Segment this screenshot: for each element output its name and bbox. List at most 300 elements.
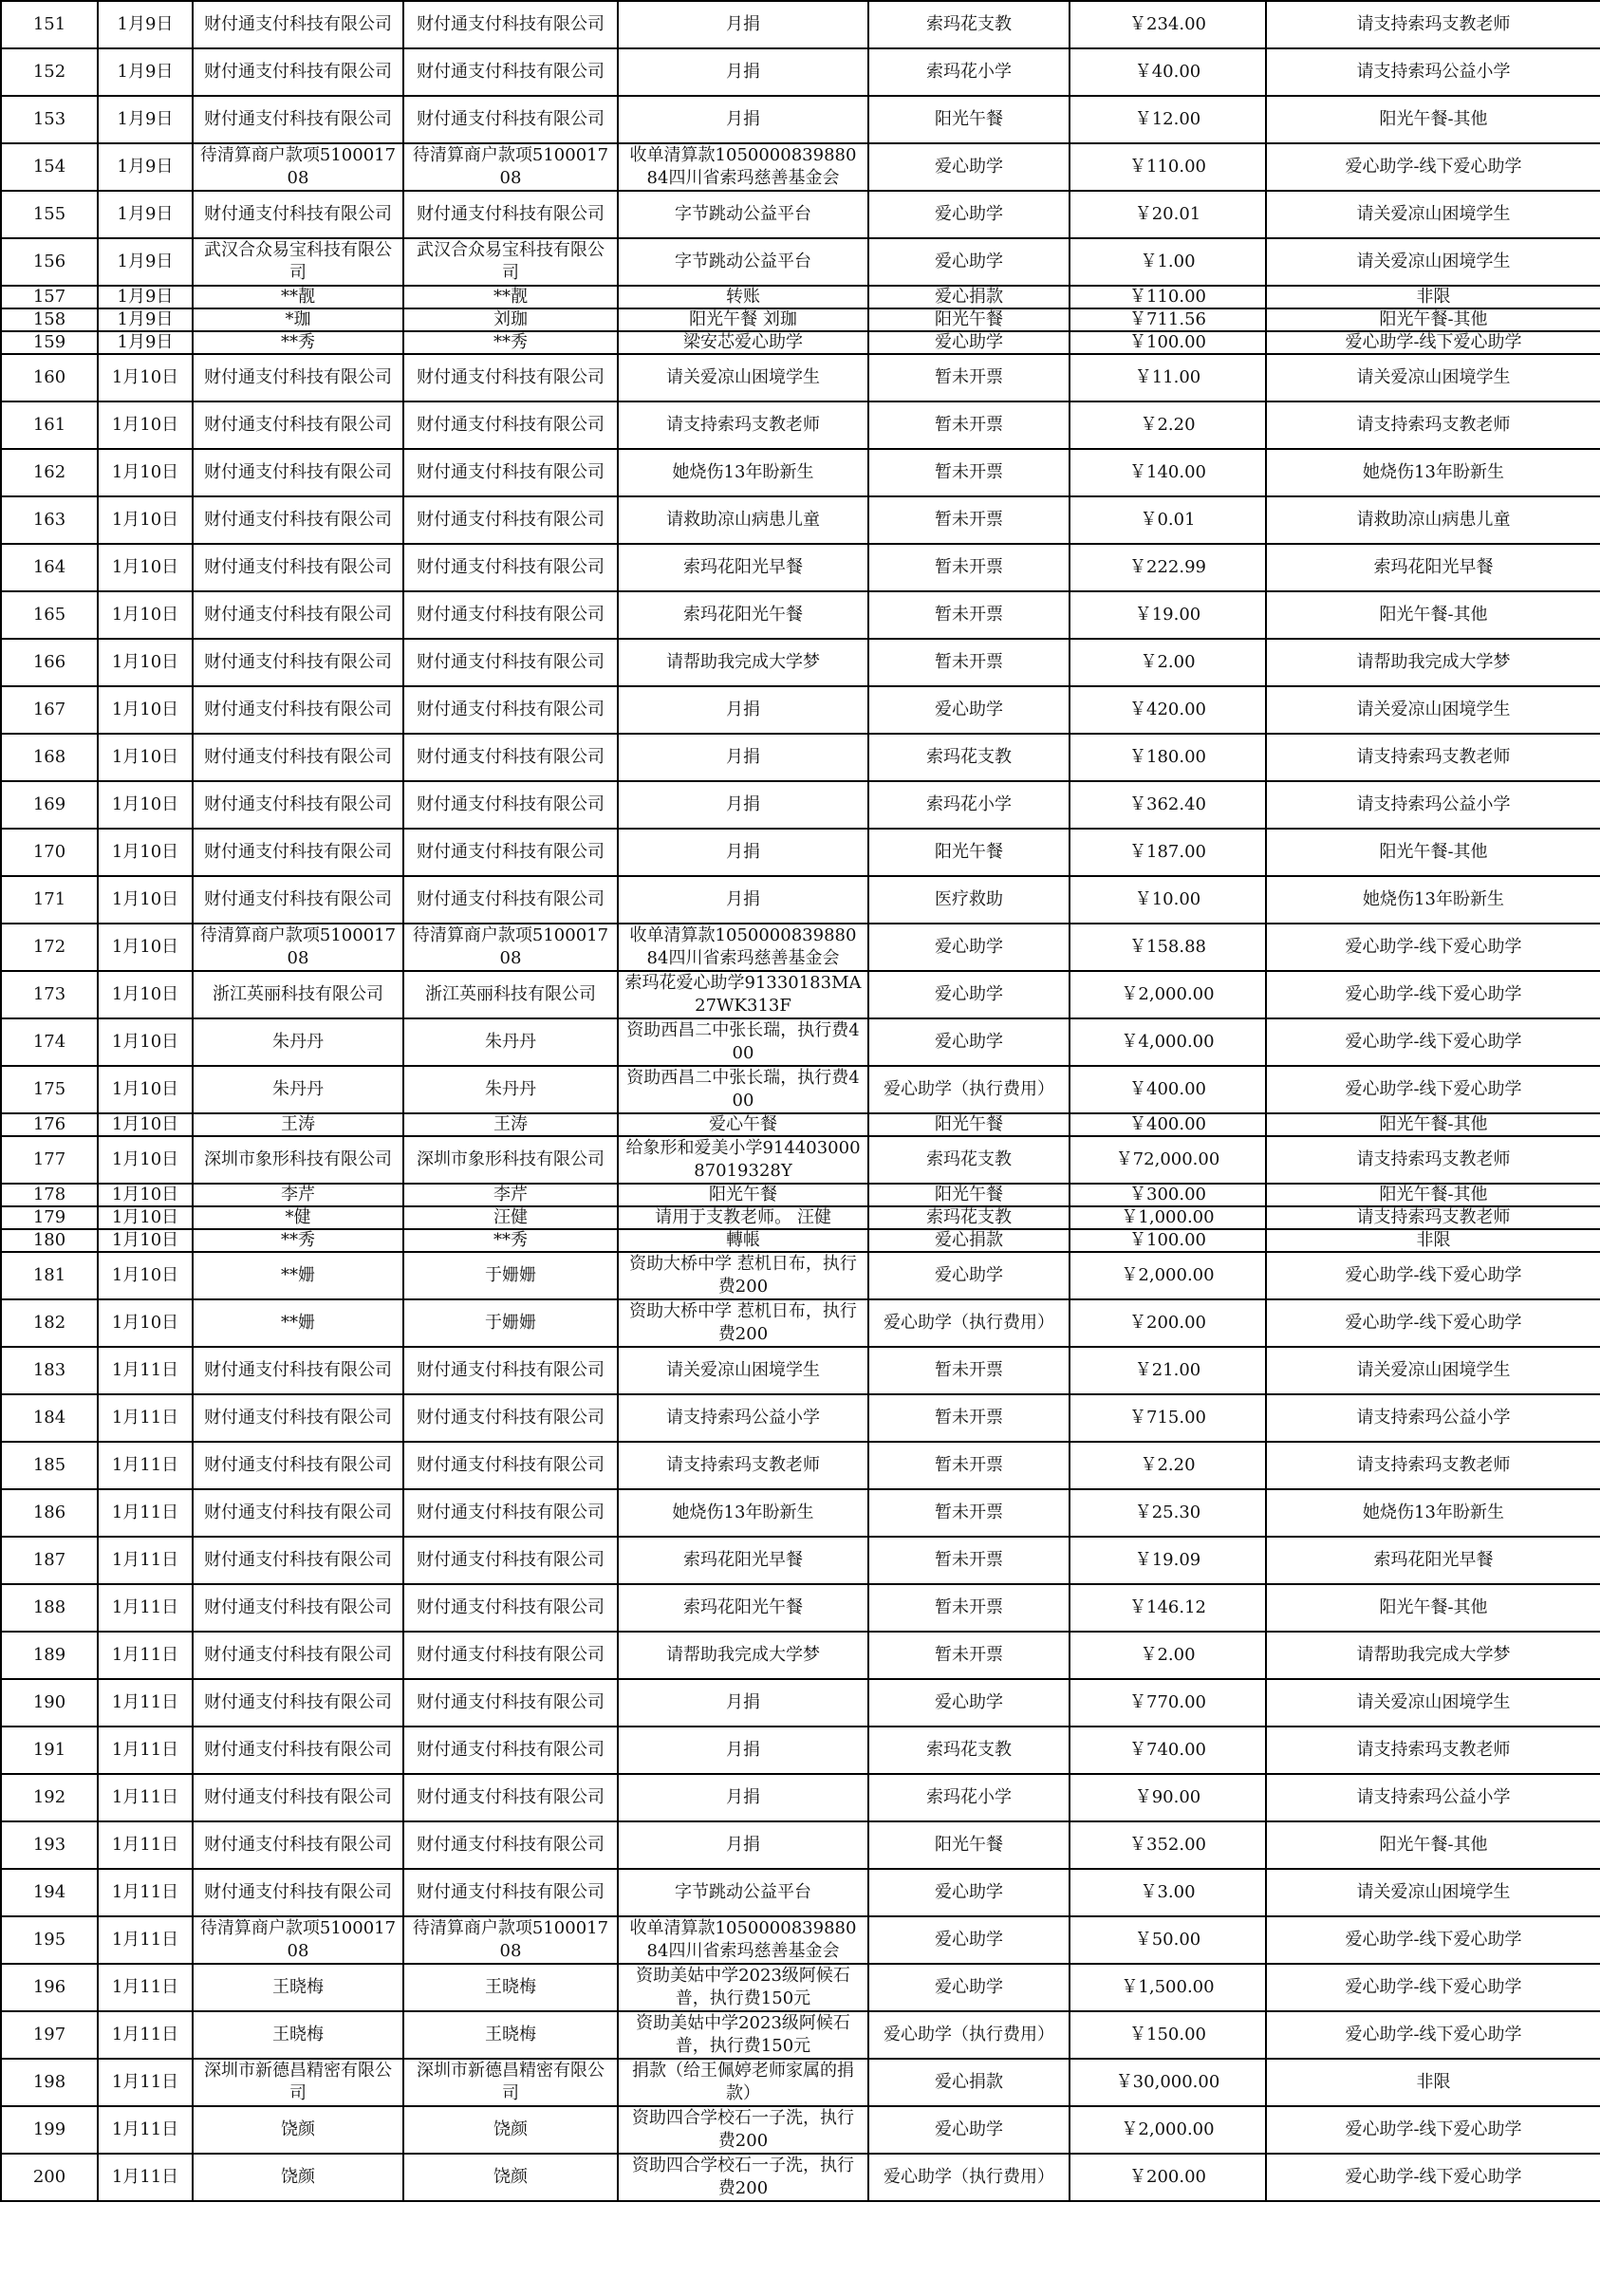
row-number-cell: 157 xyxy=(1,286,98,308)
amount-cell: ￥0.01 xyxy=(1070,496,1266,544)
project-cell: 爱心助学 xyxy=(868,1869,1070,1916)
project-cell: 爱心助学（执行费用） xyxy=(868,2011,1070,2059)
donor-name-cell: **秀 xyxy=(193,1229,403,1252)
remark-cell: 给象形和爱美小学91440300087019328Y xyxy=(618,1136,868,1184)
donor-name-cell: 王涛 xyxy=(193,1113,403,1136)
donor-name-cell: *健 xyxy=(193,1206,403,1229)
amount-cell: ￥1,000.00 xyxy=(1070,1206,1266,1229)
payer-account-cell: 于姗姗 xyxy=(403,1299,618,1347)
donor-name-cell: **靓 xyxy=(193,286,403,308)
designation-cell: 阳光午餐-其他 xyxy=(1266,308,1600,331)
donor-name-cell: 浙江英丽科技有限公司 xyxy=(193,971,403,1018)
payer-account-cell: 深圳市新德昌精密有限公司 xyxy=(403,2059,618,2106)
payer-account-cell: 待清算商户款项510001708 xyxy=(403,143,618,191)
date-cell: 1月10日 xyxy=(98,734,193,781)
project-cell: 阳光午餐 xyxy=(868,308,1070,331)
remark-cell: 资助西昌二中张长瑞，执行费400 xyxy=(618,1018,868,1066)
donor-name-cell: 财付通支付科技有限公司 xyxy=(193,829,403,876)
table-row xyxy=(1,1229,1600,1252)
table-row xyxy=(1,781,1600,829)
amount-cell: ￥180.00 xyxy=(1070,734,1266,781)
project-cell: 爱心助学（执行费用） xyxy=(868,1299,1070,1347)
amount-cell: ￥352.00 xyxy=(1070,1821,1266,1869)
amount-cell: ￥30,000.00 xyxy=(1070,2059,1266,2106)
remark-cell: 字节跳动公益平台 xyxy=(618,191,868,238)
remark-cell: 请关爱凉山困境学生 xyxy=(618,1347,868,1394)
row-number-cell: 191 xyxy=(1,1727,98,1774)
payer-account-cell: **秀 xyxy=(403,331,618,354)
row-number-cell: 200 xyxy=(1,2154,98,2201)
row-number-cell: 161 xyxy=(1,401,98,449)
project-cell: 爱心捐款 xyxy=(868,1229,1070,1252)
payer-account-cell: 王晓梅 xyxy=(403,1964,618,2011)
remark-cell: 字节跳动公益平台 xyxy=(618,238,868,286)
remark-cell: 她烧伤13年盼新生 xyxy=(618,1489,868,1537)
row-number-cell: 159 xyxy=(1,331,98,354)
payer-account-cell: 饶颜 xyxy=(403,2154,618,2201)
table-body xyxy=(1,1,1600,2201)
payer-account-cell: 财付通支付科技有限公司 xyxy=(403,1727,618,1774)
payer-account-cell: 朱丹丹 xyxy=(403,1018,618,1066)
row-number-cell: 198 xyxy=(1,2059,98,2106)
donor-name-cell: 财付通支付科技有限公司 xyxy=(193,734,403,781)
amount-cell: ￥19.09 xyxy=(1070,1537,1266,1584)
table-row xyxy=(1,591,1600,639)
amount-cell: ￥2,000.00 xyxy=(1070,1252,1266,1299)
designation-cell: 请关爱凉山困境学生 xyxy=(1266,1347,1600,1394)
payer-account-cell: 财付通支付科技有限公司 xyxy=(403,591,618,639)
project-cell: 索玛花支教 xyxy=(868,1136,1070,1184)
designation-cell: 阳光午餐-其他 xyxy=(1266,1113,1600,1136)
remark-cell: 请用于支教老师。 汪健 xyxy=(618,1206,868,1229)
row-number-cell: 170 xyxy=(1,829,98,876)
payer-account-cell: 财付通支付科技有限公司 xyxy=(403,191,618,238)
project-cell: 暂未开票 xyxy=(868,1537,1070,1584)
designation-cell: 爱心助学-线下爱心助学 xyxy=(1266,1916,1600,1964)
payer-account-cell: 财付通支付科技有限公司 xyxy=(403,734,618,781)
payer-account-cell: 财付通支付科技有限公司 xyxy=(403,639,618,686)
date-cell: 1月11日 xyxy=(98,1489,193,1537)
designation-cell: 请关爱凉山困境学生 xyxy=(1266,191,1600,238)
remark-cell: 轉帳 xyxy=(618,1229,868,1252)
remark-cell: 索玛花阳光午餐 xyxy=(618,591,868,639)
project-cell: 暂未开票 xyxy=(868,591,1070,639)
table-row xyxy=(1,1136,1600,1184)
designation-cell: 请关爱凉山困境学生 xyxy=(1266,238,1600,286)
project-cell: 暂未开票 xyxy=(868,1442,1070,1489)
table-row xyxy=(1,286,1600,308)
payer-account-cell: 财付通支付科技有限公司 xyxy=(403,401,618,449)
designation-cell: 请关爱凉山困境学生 xyxy=(1266,686,1600,734)
payer-account-cell: 饶颜 xyxy=(403,2106,618,2154)
row-number-cell: 190 xyxy=(1,1679,98,1727)
remark-cell: 请支持索玛支教老师 xyxy=(618,401,868,449)
designation-cell: 阳光午餐-其他 xyxy=(1266,1584,1600,1632)
row-number-cell: 196 xyxy=(1,1964,98,2011)
designation-cell: 请支持索玛公益小学 xyxy=(1266,1394,1600,1442)
project-cell: 爱心助学 xyxy=(868,686,1070,734)
amount-cell: ￥146.12 xyxy=(1070,1584,1266,1632)
row-number-cell: 163 xyxy=(1,496,98,544)
project-cell: 阳光午餐 xyxy=(868,1184,1070,1206)
payer-account-cell: 深圳市象形科技有限公司 xyxy=(403,1136,618,1184)
table-row xyxy=(1,924,1600,971)
project-cell: 暂未开票 xyxy=(868,449,1070,496)
date-cell: 1月10日 xyxy=(98,639,193,686)
date-cell: 1月10日 xyxy=(98,1184,193,1206)
payer-account-cell: 财付通支付科技有限公司 xyxy=(403,1489,618,1537)
payer-account-cell: 财付通支付科技有限公司 xyxy=(403,449,618,496)
table-row xyxy=(1,1113,1600,1136)
payer-account-cell: 财付通支付科技有限公司 xyxy=(403,1394,618,1442)
table-row xyxy=(1,1679,1600,1727)
donor-name-cell: 待清算商户款项510001708 xyxy=(193,143,403,191)
row-number-cell: 158 xyxy=(1,308,98,331)
amount-cell: ￥420.00 xyxy=(1070,686,1266,734)
date-cell: 1月10日 xyxy=(98,781,193,829)
table-row xyxy=(1,191,1600,238)
table-row xyxy=(1,1252,1600,1299)
project-cell: 暂未开票 xyxy=(868,639,1070,686)
designation-cell: 请支持索玛公益小学 xyxy=(1266,1774,1600,1821)
donor-name-cell: 财付通支付科技有限公司 xyxy=(193,1442,403,1489)
remark-cell: 资助美姑中学2023级阿候石普，执行费150元 xyxy=(618,1964,868,2011)
date-cell: 1月10日 xyxy=(98,1229,193,1252)
amount-cell: ￥187.00 xyxy=(1070,829,1266,876)
amount-cell: ￥100.00 xyxy=(1070,331,1266,354)
table-row xyxy=(1,1442,1600,1489)
date-cell: 1月10日 xyxy=(98,591,193,639)
payer-account-cell: 王涛 xyxy=(403,1113,618,1136)
project-cell: 索玛花支教 xyxy=(868,1206,1070,1229)
project-cell: 索玛花支教 xyxy=(868,1727,1070,1774)
designation-cell: 爱心助学-线下爱心助学 xyxy=(1266,1299,1600,1347)
designation-cell: 爱心助学-线下爱心助学 xyxy=(1266,331,1600,354)
remark-cell: 请关爱凉山困境学生 xyxy=(618,354,868,401)
payer-account-cell: 刘珈 xyxy=(403,308,618,331)
payer-account-cell: 财付通支付科技有限公司 xyxy=(403,1584,618,1632)
date-cell: 1月11日 xyxy=(98,1727,193,1774)
row-number-cell: 185 xyxy=(1,1442,98,1489)
donor-name-cell: 财付通支付科技有限公司 xyxy=(193,591,403,639)
amount-cell: ￥100.00 xyxy=(1070,1229,1266,1252)
donor-name-cell: 财付通支付科技有限公司 xyxy=(193,686,403,734)
designation-cell: 请支持索玛公益小学 xyxy=(1266,781,1600,829)
row-number-cell: 166 xyxy=(1,639,98,686)
amount-cell: ￥140.00 xyxy=(1070,449,1266,496)
payer-account-cell: 武汉合众易宝科技有限公司 xyxy=(403,238,618,286)
table-row xyxy=(1,544,1600,591)
designation-cell: 爱心助学-线下爱心助学 xyxy=(1266,1252,1600,1299)
designation-cell: 爱心助学-线下爱心助学 xyxy=(1266,1964,1600,2011)
project-cell: 暂未开票 xyxy=(868,1632,1070,1679)
amount-cell: ￥3.00 xyxy=(1070,1869,1266,1916)
project-cell: 阳光午餐 xyxy=(868,1821,1070,1869)
payer-account-cell: 财付通支付科技有限公司 xyxy=(403,1347,618,1394)
remark-cell: 收单清算款105000083988084四川省索玛慈善基金会 xyxy=(618,143,868,191)
remark-cell: 请帮助我完成大学梦 xyxy=(618,639,868,686)
designation-cell: 请关爱凉山困境学生 xyxy=(1266,1869,1600,1916)
amount-cell: ￥400.00 xyxy=(1070,1113,1266,1136)
row-number-cell: 172 xyxy=(1,924,98,971)
row-number-cell: 199 xyxy=(1,2106,98,2154)
remark-cell: 爱心午餐 xyxy=(618,1113,868,1136)
payer-account-cell: 汪健 xyxy=(403,1206,618,1229)
table-row xyxy=(1,331,1600,354)
row-number-cell: 176 xyxy=(1,1113,98,1136)
donor-name-cell: 待清算商户款项510001708 xyxy=(193,924,403,971)
row-number-cell: 184 xyxy=(1,1394,98,1442)
project-cell: 爱心助学 xyxy=(868,1916,1070,1964)
project-cell: 爱心助学（执行费用） xyxy=(868,1066,1070,1113)
payer-account-cell: 财付通支付科技有限公司 xyxy=(403,48,618,96)
table-row xyxy=(1,238,1600,286)
project-cell: 爱心助学 xyxy=(868,1964,1070,2011)
remark-cell: 月捐 xyxy=(618,781,868,829)
project-cell: 暂未开票 xyxy=(868,496,1070,544)
remark-cell: 索玛花阳光午餐 xyxy=(618,1584,868,1632)
donor-name-cell: 财付通支付科技有限公司 xyxy=(193,1632,403,1679)
donor-name-cell: 财付通支付科技有限公司 xyxy=(193,1489,403,1537)
amount-cell: ￥158.88 xyxy=(1070,924,1266,971)
designation-cell: 请支持索玛支教老师 xyxy=(1266,401,1600,449)
designation-cell: 爱心助学-线下爱心助学 xyxy=(1266,143,1600,191)
table-row xyxy=(1,1964,1600,2011)
row-number-cell: 160 xyxy=(1,354,98,401)
date-cell: 1月11日 xyxy=(98,2106,193,2154)
remark-cell: 请救助凉山病患儿童 xyxy=(618,496,868,544)
row-number-cell: 189 xyxy=(1,1632,98,1679)
table-row xyxy=(1,876,1600,924)
designation-cell: 请支持索玛支教老师 xyxy=(1266,1,1600,48)
donor-name-cell: 财付通支付科技有限公司 xyxy=(193,401,403,449)
row-number-cell: 186 xyxy=(1,1489,98,1537)
donor-name-cell: 财付通支付科技有限公司 xyxy=(193,1,403,48)
amount-cell: ￥4,000.00 xyxy=(1070,1018,1266,1066)
table-row xyxy=(1,1066,1600,1113)
payer-account-cell: 待清算商户款项510001708 xyxy=(403,924,618,971)
payer-account-cell: 财付通支付科技有限公司 xyxy=(403,1821,618,1869)
remark-cell: 请支持索玛支教老师 xyxy=(618,1442,868,1489)
designation-cell: 阳光午餐-其他 xyxy=(1266,96,1600,143)
row-number-cell: 169 xyxy=(1,781,98,829)
amount-cell: ￥110.00 xyxy=(1070,143,1266,191)
amount-cell: ￥2.00 xyxy=(1070,1632,1266,1679)
row-number-cell: 167 xyxy=(1,686,98,734)
date-cell: 1月11日 xyxy=(98,1584,193,1632)
donor-name-cell: 朱丹丹 xyxy=(193,1066,403,1113)
donor-name-cell: 财付通支付科技有限公司 xyxy=(193,1774,403,1821)
amount-cell: ￥740.00 xyxy=(1070,1727,1266,1774)
donor-name-cell: 财付通支付科技有限公司 xyxy=(193,1821,403,1869)
table-row xyxy=(1,48,1600,96)
row-number-cell: 181 xyxy=(1,1252,98,1299)
designation-cell: 索玛花阳光早餐 xyxy=(1266,544,1600,591)
table-row xyxy=(1,2011,1600,2059)
donor-name-cell: 财付通支付科技有限公司 xyxy=(193,496,403,544)
amount-cell: ￥25.30 xyxy=(1070,1489,1266,1537)
table-row xyxy=(1,1206,1600,1229)
donor-name-cell: 财付通支付科技有限公司 xyxy=(193,1394,403,1442)
project-cell: 爱心助学 xyxy=(868,143,1070,191)
payer-account-cell: 财付通支付科技有限公司 xyxy=(403,1774,618,1821)
designation-cell: 请支持索玛支教老师 xyxy=(1266,1206,1600,1229)
amount-cell: ￥10.00 xyxy=(1070,876,1266,924)
remark-cell: 阳光午餐 xyxy=(618,1184,868,1206)
designation-cell: 爱心助学-线下爱心助学 xyxy=(1266,1066,1600,1113)
table-row xyxy=(1,1916,1600,1964)
table-row xyxy=(1,686,1600,734)
donor-name-cell: 财付通支付科技有限公司 xyxy=(193,1679,403,1727)
remark-cell: 月捐 xyxy=(618,1679,868,1727)
date-cell: 1月11日 xyxy=(98,1632,193,1679)
designation-cell: 爱心助学-线下爱心助学 xyxy=(1266,2154,1600,2201)
row-number-cell: 164 xyxy=(1,544,98,591)
date-cell: 1月10日 xyxy=(98,971,193,1018)
project-cell: 索玛花小学 xyxy=(868,1774,1070,1821)
project-cell: 阳光午餐 xyxy=(868,829,1070,876)
amount-cell: ￥770.00 xyxy=(1070,1679,1266,1727)
date-cell: 1月9日 xyxy=(98,48,193,96)
project-cell: 爱心捐款 xyxy=(868,2059,1070,2106)
row-number-cell: 193 xyxy=(1,1821,98,1869)
project-cell: 阳光午餐 xyxy=(868,1113,1070,1136)
amount-cell: ￥20.01 xyxy=(1070,191,1266,238)
row-number-cell: 153 xyxy=(1,96,98,143)
row-number-cell: 175 xyxy=(1,1066,98,1113)
date-cell: 1月10日 xyxy=(98,686,193,734)
remark-cell: 捐款（给王佩婷老师家属的捐款） xyxy=(618,2059,868,2106)
table-row xyxy=(1,829,1600,876)
date-cell: 1月10日 xyxy=(98,401,193,449)
table-row xyxy=(1,971,1600,1018)
amount-cell: ￥2,000.00 xyxy=(1070,971,1266,1018)
remark-cell: 收单清算款105000083988084四川省索玛慈善基金会 xyxy=(618,924,868,971)
donor-name-cell: 饶颜 xyxy=(193,2154,403,2201)
row-number-cell: 197 xyxy=(1,2011,98,2059)
row-number-cell: 178 xyxy=(1,1184,98,1206)
amount-cell: ￥400.00 xyxy=(1070,1066,1266,1113)
table-row xyxy=(1,1632,1600,1679)
donor-name-cell: 财付通支付科技有限公司 xyxy=(193,639,403,686)
donor-name-cell: 财付通支付科技有限公司 xyxy=(193,1537,403,1584)
donor-name-cell: 财付通支付科技有限公司 xyxy=(193,876,403,924)
remark-cell: 转账 xyxy=(618,286,868,308)
amount-cell: ￥12.00 xyxy=(1070,96,1266,143)
donor-name-cell: 朱丹丹 xyxy=(193,1018,403,1066)
remark-cell: 月捐 xyxy=(618,1821,868,1869)
donor-name-cell: 武汉合众易宝科技有限公司 xyxy=(193,238,403,286)
designation-cell: 她烧伤13年盼新生 xyxy=(1266,1489,1600,1537)
date-cell: 1月10日 xyxy=(98,1136,193,1184)
project-cell: 暂未开票 xyxy=(868,401,1070,449)
designation-cell: 非限 xyxy=(1266,2059,1600,2106)
remark-cell: 索玛花阳光早餐 xyxy=(618,544,868,591)
table-row xyxy=(1,1869,1600,1916)
remark-cell: 月捐 xyxy=(618,829,868,876)
remark-cell: 收单清算款105000083988084四川省索玛慈善基金会 xyxy=(618,1916,868,1964)
donor-name-cell: **秀 xyxy=(193,331,403,354)
remark-cell: 请支持索玛公益小学 xyxy=(618,1394,868,1442)
donor-name-cell: 待清算商户款项510001708 xyxy=(193,1916,403,1964)
designation-cell: 非限 xyxy=(1266,1229,1600,1252)
table-row xyxy=(1,308,1600,331)
project-cell: 爱心助学（执行费用） xyxy=(868,2154,1070,2201)
remark-cell: 月捐 xyxy=(618,686,868,734)
project-cell: 爱心助学 xyxy=(868,1018,1070,1066)
date-cell: 1月9日 xyxy=(98,308,193,331)
date-cell: 1月10日 xyxy=(98,876,193,924)
remark-cell: 她烧伤13年盼新生 xyxy=(618,449,868,496)
donor-name-cell: **姗 xyxy=(193,1252,403,1299)
date-cell: 1月11日 xyxy=(98,1537,193,1584)
payer-account-cell: 财付通支付科技有限公司 xyxy=(403,781,618,829)
amount-cell: ￥1.00 xyxy=(1070,238,1266,286)
payer-account-cell: 财付通支付科技有限公司 xyxy=(403,876,618,924)
payer-account-cell: 财付通支付科技有限公司 xyxy=(403,1679,618,1727)
table-row xyxy=(1,1018,1600,1066)
date-cell: 1月10日 xyxy=(98,1299,193,1347)
designation-cell: 索玛花阳光早餐 xyxy=(1266,1537,1600,1584)
payer-account-cell: 李芹 xyxy=(403,1184,618,1206)
project-cell: 爱心助学 xyxy=(868,924,1070,971)
project-cell: 爱心助学 xyxy=(868,1679,1070,1727)
amount-cell: ￥21.00 xyxy=(1070,1347,1266,1394)
payer-account-cell: 浙江英丽科技有限公司 xyxy=(403,971,618,1018)
table-row xyxy=(1,2154,1600,2201)
amount-cell: ￥222.99 xyxy=(1070,544,1266,591)
donor-name-cell: 财付通支付科技有限公司 xyxy=(193,1347,403,1394)
payer-account-cell: 财付通支付科技有限公司 xyxy=(403,1632,618,1679)
table-row xyxy=(1,449,1600,496)
remark-cell: 月捐 xyxy=(618,734,868,781)
row-number-cell: 182 xyxy=(1,1299,98,1347)
payer-account-cell: 财付通支付科技有限公司 xyxy=(403,1442,618,1489)
designation-cell: 阳光午餐-其他 xyxy=(1266,591,1600,639)
donor-name-cell: 财付通支付科技有限公司 xyxy=(193,544,403,591)
table-row xyxy=(1,1394,1600,1442)
row-number-cell: 187 xyxy=(1,1537,98,1584)
table-row xyxy=(1,639,1600,686)
date-cell: 1月11日 xyxy=(98,1869,193,1916)
date-cell: 1月9日 xyxy=(98,286,193,308)
date-cell: 1月11日 xyxy=(98,1679,193,1727)
date-cell: 1月9日 xyxy=(98,331,193,354)
donor-name-cell: 财付通支付科技有限公司 xyxy=(193,1584,403,1632)
donor-name-cell: 财付通支付科技有限公司 xyxy=(193,96,403,143)
project-cell: 暂未开票 xyxy=(868,354,1070,401)
donor-name-cell: 饶颜 xyxy=(193,2106,403,2154)
remark-cell: 资助美姑中学2023级阿候石普，执行费150元 xyxy=(618,2011,868,2059)
table-row xyxy=(1,143,1600,191)
payer-account-cell: 财付通支付科技有限公司 xyxy=(403,829,618,876)
date-cell: 1月9日 xyxy=(98,96,193,143)
date-cell: 1月11日 xyxy=(98,2154,193,2201)
amount-cell: ￥715.00 xyxy=(1070,1394,1266,1442)
designation-cell: 爱心助学-线下爱心助学 xyxy=(1266,2106,1600,2154)
table-row xyxy=(1,1489,1600,1537)
designation-cell: 爱心助学-线下爱心助学 xyxy=(1266,971,1600,1018)
row-number-cell: 188 xyxy=(1,1584,98,1632)
remark-cell: 梁安芯爱心助学 xyxy=(618,331,868,354)
designation-cell: 她烧伤13年盼新生 xyxy=(1266,449,1600,496)
donor-name-cell: 财付通支付科技有限公司 xyxy=(193,354,403,401)
date-cell: 1月11日 xyxy=(98,2011,193,2059)
donor-name-cell: 深圳市新德昌精密有限公司 xyxy=(193,2059,403,2106)
date-cell: 1月11日 xyxy=(98,1821,193,1869)
project-cell: 爱心助学 xyxy=(868,1252,1070,1299)
payer-account-cell: 于姗姗 xyxy=(403,1252,618,1299)
